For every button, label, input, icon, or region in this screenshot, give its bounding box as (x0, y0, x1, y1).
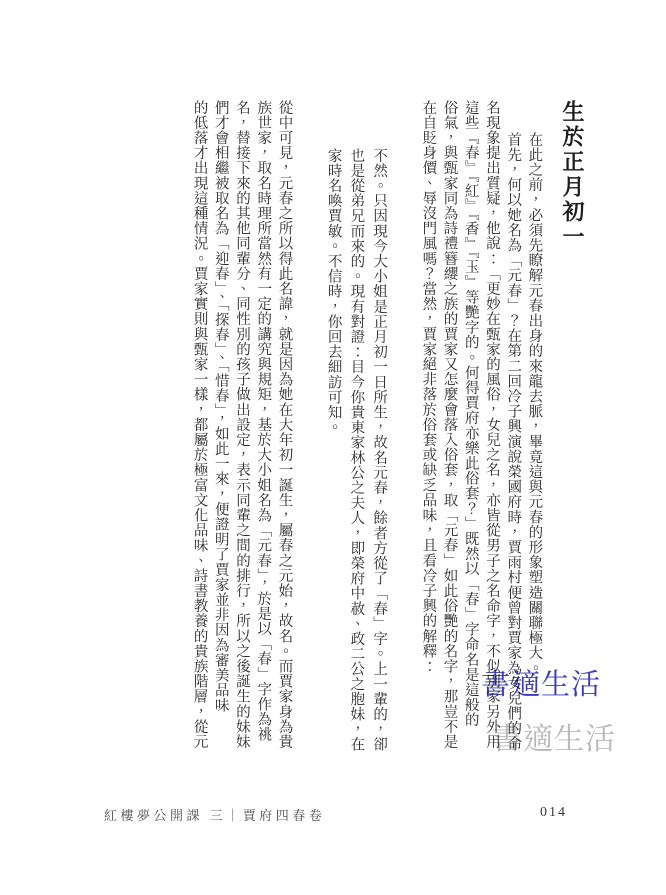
quote-column: 家時名喚賈敏。不信時，你回去細訪可知。 (325, 148, 342, 435)
watermark-gray: 書適生活 (492, 723, 616, 756)
footer-page-number: 014 (540, 805, 567, 820)
footer-book-title: 紅樓夢公開課 三｜賈府四春卷 (104, 808, 326, 823)
quote-column: 也是從弟兄而來的。現有對證：目今你貴東家林公之夫人，即榮府中赦、政二公之胞妹，在 (348, 148, 365, 752)
text-column: 在此之前，必須先瞭解元春出身的來龍去脈，畢竟這與元春的形象塑造關聯極大。 (526, 132, 543, 676)
text-column: 的低落才出現這種情況。賈家實則與甄家一樣，都屬於極富文化品味、詩書教養的貴族階層，從元 (191, 100, 208, 750)
chapter-title: 生於正月初一 (560, 100, 585, 250)
vertical-text-area (185, 100, 586, 764)
quote-column: 不然。只因現今大小姐是正月初一日所生，故名元春，餘者方從了「春」字。上一輩的，卻 (371, 148, 388, 752)
text-column: 這些『春』『紅』『香』『玉』等艷字的。何得賈府亦樂此俗套？」既然以「春」字命名是這般的 (462, 100, 479, 728)
watermark-blue: 書適生活 (481, 669, 602, 701)
text-column: 族世家，取名時理所當然有一定的講究與規矩，基於大小姐名為「元春」，於是以「春」字作為祧 (255, 100, 272, 743)
text-column: 們才會相繼被取名為「迎春」、「探春」、「惜春」，如此一來，便證明了賈家並非因為審美品味 (212, 100, 229, 714)
text-column: 從中可見，元春之所以得此名諱，就是因為她在大年初一誕生，屬春之元始，故名。而賈家身為貴 (276, 100, 293, 750)
text-column: 首先，何以她名為「元春」？在第二回冷子興演說榮國府時，賈雨村便曾對賈家為女兒們的命 (505, 132, 522, 752)
text-column: 在自貶身價、辱沒門風嗎？當然，賈家絕非落於俗套或缺乏品味，且看冷子興的解釋： (420, 100, 437, 674)
text-column: 名，替接下來的其他同輩分、同性別的孩子做出設定，表示同輩之間的排行，所以之後誕生的妹妹 (234, 100, 250, 750)
text-column: 名現象提出質疑，他說：「更妙在甄家的風俗，女兒之名，亦皆從男子之名命字，不似別家另外用 (483, 100, 500, 750)
text-column: 俗氣，與甄家同為詩禮簪纓之族的賈家又怎麼會落入俗套，取「元春」如此俗艷的名字，那豈不是 (441, 100, 458, 750)
